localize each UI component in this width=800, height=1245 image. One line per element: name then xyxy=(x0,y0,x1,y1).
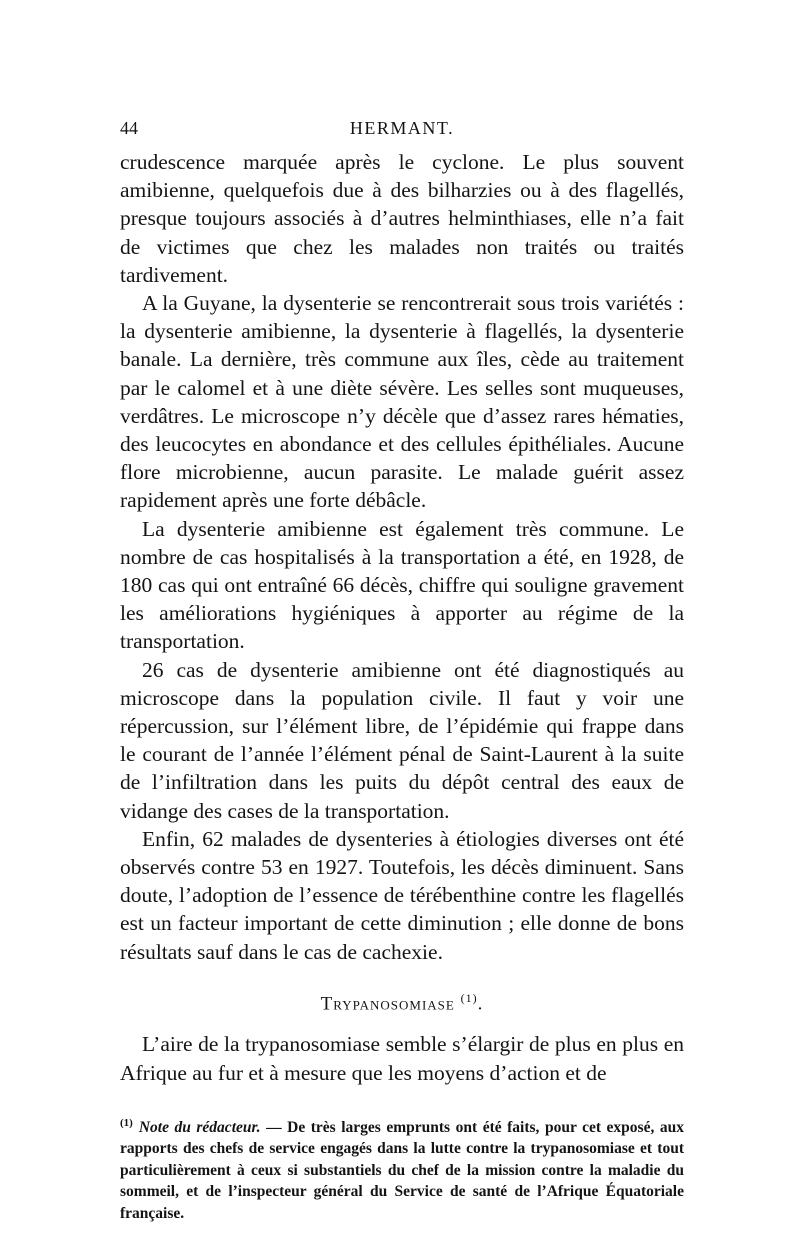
paragraph: 26 cas de dysenterie amibienne ont été diagnostiqués au microscope dans la population civile. Il faut y voir une répercussion, sur l’élément libre, de l’épidémie qui frappe dans le courant de l’année l’élément pénal de Saint-Laurent à la suite de l’infiltration dans les puits du dépôt central des eaux de vidange des cases de la transportation. xyxy=(120,657,684,823)
footnote xyxy=(120,1113,684,1225)
paragraph: crudescence marquée après le cyclone. Le plus souvent amibienne, quelquefois due à des bilharzies ou à des flagellés, presque toujours associés à d’autres helminthiases, elle n’a fait de victimes que chez les malades non traités ou traités tardivement. xyxy=(120,150,684,287)
footnote-lead: Note du rédacteur. xyxy=(138,1118,261,1136)
page xyxy=(120,118,684,1224)
footnote-mark: (1) xyxy=(120,1116,133,1129)
footnote-reference: (1) xyxy=(460,990,478,1005)
paragraph: La dysenterie amibienne est également très commune. Le nombre de cas hospitalisés à la transportation a été, en 1928, de 180 cas qui ont entraîné 66 décès, chiffre qui souligne gravement les améliorations hygiéniques à apporter au régime de la transportation. xyxy=(120,516,684,654)
page-number: 44 xyxy=(120,118,138,138)
body-text xyxy=(120,148,684,1087)
running-head: HERMANT. xyxy=(349,118,455,138)
section-title: Trypanosomiase xyxy=(320,993,455,1015)
paragraph: L’aire de la trypanosomiase semble s’élargir de plus en plus en Afrique au fur et à mesure que les moyens d’action et de xyxy=(120,1032,684,1085)
page-header xyxy=(120,118,684,148)
section-heading: Trypanosomiase $^{(1)}$. xyxy=(320,990,484,1015)
paragraph: A la Guyane, la dysenterie se rencontrerait sous trois variétés : la dysenterie amibienne, la dysenterie à flagellés, la dysenterie banale. La dernière, très commune aux îles, cède au traitement par le calomel et à une diète sévère. Les selles sont muqueuses, verdâtres. Le microscope n’y décèle que d’assez rares hématies, des leucocytes en abondance et des cellules épithéliales. Aucune flore microbienne, aucun parasite. Le malade guérit assez rapidement après une forte débâcle. xyxy=(120,291,684,513)
paragraph: Enfin, 62 malades de dysenteries à étiologies diverses ont été observés contre 53 en 1927. Toutefois, les décès diminuent. Sans doute, l’adoption de l’essence de térébenthine contre les flagellés est un facteur important de cette diminution ; elle donne de bons résultats sauf dans le cas de cachexie. xyxy=(120,826,684,964)
footnote-text: — De très larges emprunts ont été faits, pour cet exposé, aux rapports des chefs de service engagés dans la lutte contre la trypanosomiase et tout particulièrement à ceux si substantiels du chef de la mission contre la maladie du sommeil, et de l’inspecteur général du Service de santé de l’Afrique Équatoriale française. xyxy=(120,1118,684,1222)
